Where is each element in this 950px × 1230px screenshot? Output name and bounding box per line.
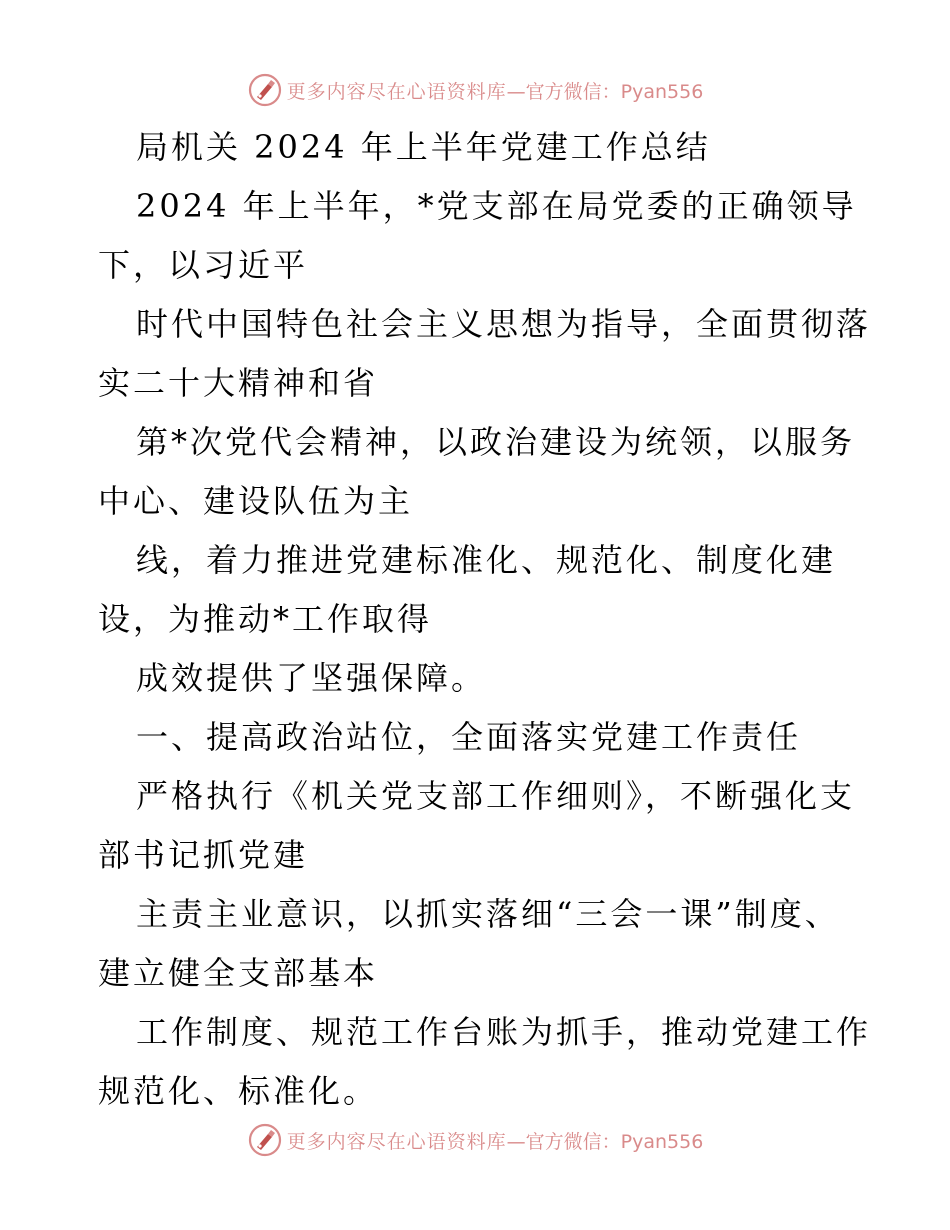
paragraph-line: 下，以习近平	[98, 246, 309, 284]
paragraph-line: 设，为推动*工作取得	[98, 600, 433, 638]
header-brand-text: 更多内容尽在心语资料库	[286, 80, 507, 103]
paragraph-line: 部书记抓党建	[98, 836, 309, 874]
paragraph-line: 第*次党代会精神，以政治建设为统领，以服务	[136, 423, 856, 461]
paragraph-line: 时代中国特色社会主义思想为指导，全面贯彻落	[136, 305, 872, 343]
paragraph-line: 严格执行《机关党支部工作细则》，不断强化支	[136, 777, 856, 815]
footer-contact-text: —官方微信：Pyan556	[506, 1130, 704, 1153]
paragraph-line: 建立健全支部基本	[98, 954, 379, 992]
document-title: 局机关 2024 年上半年党建工作总结	[136, 128, 711, 166]
section-heading: 一、提高政治站位，全面落实党建工作责任	[136, 718, 802, 756]
header-banner	[0, 70, 950, 110]
paragraph-line: 线，着力推进党建标准化、规范化、制度化建	[136, 541, 837, 579]
paragraph-line: 2024 年上半年，*党支部在局党委的正确领导	[136, 187, 857, 225]
pen-nib-logo-icon	[247, 1122, 283, 1158]
pen-nib-logo-icon	[247, 72, 283, 108]
paragraph-line: 实二十大精神和省	[98, 364, 379, 402]
document-body	[98, 118, 872, 1121]
paragraph-line: 中心、建设队伍为主	[98, 482, 414, 520]
header-contact-text: —官方微信：Pyan556	[506, 80, 704, 103]
paragraph-line: 主责主业意识，以抓实落细“三会一课”制度、	[136, 895, 840, 933]
footer-brand-text: 更多内容尽在心语资料库	[286, 1130, 507, 1153]
paragraph-line: 规范化、标准化。	[98, 1072, 379, 1110]
paragraph-line: 成效提供了坚强保障。	[136, 659, 487, 697]
footer-banner	[0, 1120, 950, 1160]
paragraph-line: 工作制度、规范工作台账为抓手，推动党建工作	[136, 1013, 872, 1051]
